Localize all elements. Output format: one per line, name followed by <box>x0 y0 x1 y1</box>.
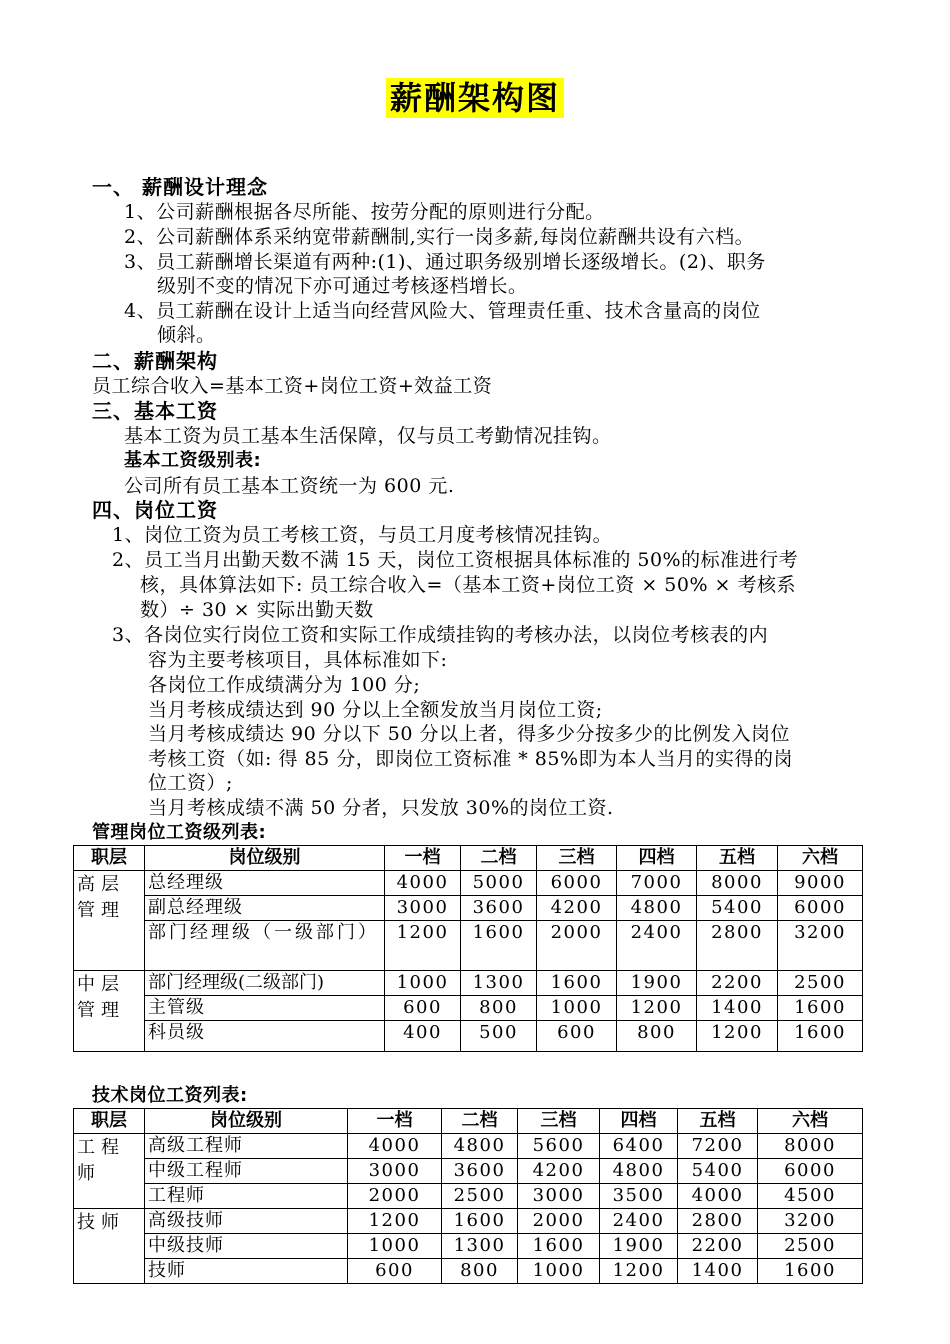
table-row <box>74 1184 863 1209</box>
section-3-text: 基本工资为员工基本生活保障，仅与员工考勤情况挂钩。 <box>124 425 612 447</box>
value-cell: 1400 <box>697 996 778 1021</box>
column-header: 一档 <box>385 846 461 871</box>
page-title: 薪酬架构图 <box>386 78 564 118</box>
value-cell: 600 <box>537 1021 617 1052</box>
section-1-item-continued: 倾斜。 <box>157 324 216 346</box>
value-cell: 1600 <box>778 996 863 1021</box>
value-cell: 2500 <box>442 1184 518 1209</box>
column-header: 四档 <box>600 1109 678 1134</box>
table-row <box>74 896 863 921</box>
value-cell: 800 <box>617 1021 697 1052</box>
value-cell: 1000 <box>385 971 461 996</box>
value-cell: 2500 <box>758 1234 863 1259</box>
rank-cell: 工程师 <box>145 1184 348 1209</box>
value-cell: 1600 <box>442 1209 518 1234</box>
value-cell: 3500 <box>600 1184 678 1209</box>
value-cell: 3200 <box>758 1209 863 1234</box>
column-header: 五档 <box>678 1109 758 1134</box>
column-header: 岗位级别 <box>145 1109 348 1134</box>
value-cell: 2800 <box>697 921 778 971</box>
column-header: 二档 <box>442 1109 518 1134</box>
value-cell: 4800 <box>600 1159 678 1184</box>
value-cell: 1200 <box>617 996 697 1021</box>
value-cell: 2800 <box>678 1209 758 1234</box>
section-4-item: 1、岗位工资为员工考核工资，与员工月度考核情况挂钩。 <box>112 524 613 546</box>
section-4-item-continued: 位工资）; <box>148 772 233 794</box>
section-1-item: 4、员工薪酬在设计上适当向经营风险大、管理责任重、技术含量高的岗位 <box>124 300 761 322</box>
group-cell: 高层管理 <box>74 871 145 971</box>
section-2-formula: 员工综合收入=基本工资+岗位工资+效益工资 <box>92 375 493 397</box>
value-cell: 1600 <box>758 1259 863 1284</box>
tech-salary-table <box>73 1108 863 1284</box>
value-cell: 2400 <box>617 921 697 971</box>
value-cell: 1600 <box>461 921 537 971</box>
value-cell: 7000 <box>617 871 697 896</box>
section-1-heading: 一、 薪酬设计理念 <box>92 175 268 199</box>
section-4-item-continued: 考核工资（如: 得 85 分，即岗位工资标准 * 85%即为本人当月的实得的岗 <box>148 748 794 770</box>
table-row <box>74 871 863 896</box>
value-cell: 6000 <box>778 896 863 921</box>
group-cell: 工程师 <box>74 1134 145 1209</box>
rank-cell: 中级技师 <box>145 1234 348 1259</box>
section-4-item: 3、各岗位实行岗位工资和实际工作成绩挂钩的考核办法，以岗位考核表的内 <box>112 624 769 646</box>
value-cell: 800 <box>442 1259 518 1284</box>
section-4-item: 2、员工当月出勤天数不满 15 天，岗位工资根据具体标准的 50%的标准进行考 <box>112 549 799 571</box>
value-cell: 3000 <box>518 1184 600 1209</box>
value-cell: 8000 <box>758 1134 863 1159</box>
value-cell: 4200 <box>518 1159 600 1184</box>
column-header: 三档 <box>537 846 617 871</box>
section-4-item-continued: 当月考核成绩达 90 分以下 50 分以上者，得多少分按多少的比例发入岗位 <box>148 723 791 745</box>
value-cell: 1600 <box>537 971 617 996</box>
section-4-item-continued: 当月考核成绩不满 50 分者，只发放 30%的岗位工资. <box>148 797 614 819</box>
value-cell: 1300 <box>461 971 537 996</box>
table-header-row <box>74 1109 863 1134</box>
value-cell: 4000 <box>678 1184 758 1209</box>
table-row <box>74 1021 863 1052</box>
column-header: 岗位级别 <box>145 846 385 871</box>
value-cell: 2000 <box>518 1209 600 1234</box>
rank-cell: 科员级 <box>145 1021 385 1052</box>
section-4-item-continued: 当月考核成绩达到 90 分以上全额发放当月岗位工资; <box>148 699 603 721</box>
column-header: 一档 <box>348 1109 442 1134</box>
section-3-subheading: 基本工资级别表: <box>124 450 262 471</box>
section-4-item-continued: 各岗位工作成绩满分为 100 分; <box>148 674 421 696</box>
value-cell: 4000 <box>385 871 461 896</box>
value-cell: 1000 <box>518 1259 600 1284</box>
value-cell: 3600 <box>461 896 537 921</box>
value-cell: 1600 <box>518 1234 600 1259</box>
mgmt-salary-table <box>73 845 863 1052</box>
rank-cell: 高级技师 <box>145 1209 348 1234</box>
section-2-heading: 二、薪酬架构 <box>92 349 218 373</box>
value-cell: 8000 <box>697 871 778 896</box>
section-4-heading: 四、岗位工资 <box>92 498 218 522</box>
value-cell: 2400 <box>600 1209 678 1234</box>
section-4-item-continued: 核，具体算法如下: 员工综合收入=（基本工资+岗位工资 × 50% × 考核系 <box>140 574 797 596</box>
section-1-item-continued: 级别不变的情况下亦可通过考核逐档增长。 <box>157 275 528 297</box>
value-cell: 5600 <box>518 1134 600 1159</box>
section-3-text-2: 公司所有员工基本工资统一为 600 元. <box>124 475 455 497</box>
value-cell: 5400 <box>697 896 778 921</box>
value-cell: 3000 <box>385 896 461 921</box>
rank-cell: 部门经理级(二级部门) <box>145 971 385 996</box>
value-cell: 9000 <box>778 871 863 896</box>
group-cell: 技师 <box>74 1209 145 1284</box>
tech-table-caption: 技术岗位工资列表: <box>92 1085 248 1106</box>
value-cell: 3200 <box>778 921 863 971</box>
value-cell: 3000 <box>348 1159 442 1184</box>
value-cell: 5000 <box>461 871 537 896</box>
value-cell: 600 <box>385 996 461 1021</box>
value-cell: 500 <box>461 1021 537 1052</box>
rank-cell: 中级工程师 <box>145 1159 348 1184</box>
value-cell: 1900 <box>617 971 697 996</box>
value-cell: 2200 <box>697 971 778 996</box>
value-cell: 2200 <box>678 1234 758 1259</box>
column-header: 六档 <box>778 846 863 871</box>
column-header: 职层 <box>74 846 145 871</box>
section-4-item-continued: 容为主要考核项目，具体标准如下: <box>148 649 448 671</box>
value-cell: 1600 <box>778 1021 863 1052</box>
value-cell: 2500 <box>778 971 863 996</box>
rank-cell: 技师 <box>145 1259 348 1284</box>
value-cell: 1200 <box>697 1021 778 1052</box>
rank-cell: 部门经理级（一级部门） <box>145 921 385 971</box>
value-cell: 2000 <box>537 921 617 971</box>
section-1-item: 1、公司薪酬根据各尽所能、按劳分配的原则进行分配。 <box>124 201 605 223</box>
rank-cell: 总经理级 <box>145 871 385 896</box>
column-header: 五档 <box>697 846 778 871</box>
mgmt-table-caption: 管理岗位工资级列表: <box>92 822 267 843</box>
value-cell: 6400 <box>600 1134 678 1159</box>
value-cell: 7200 <box>678 1134 758 1159</box>
title-container <box>0 78 950 118</box>
rank-cell: 副总经理级 <box>145 896 385 921</box>
value-cell: 1900 <box>600 1234 678 1259</box>
table-row <box>74 1234 863 1259</box>
table-header-row <box>74 846 863 871</box>
value-cell: 5400 <box>678 1159 758 1184</box>
value-cell: 4200 <box>537 896 617 921</box>
column-header: 四档 <box>617 846 697 871</box>
value-cell: 4500 <box>758 1184 863 1209</box>
section-3-heading: 三、基本工资 <box>92 399 218 423</box>
rank-cell: 高级工程师 <box>145 1134 348 1159</box>
value-cell: 4000 <box>348 1134 442 1159</box>
value-cell: 3600 <box>442 1159 518 1184</box>
column-header: 三档 <box>518 1109 600 1134</box>
column-header: 职层 <box>74 1109 145 1134</box>
section-4-item-continued: 数）÷ 30 × 实际出勤天数 <box>140 599 374 621</box>
section-1-item: 2、公司薪酬体系采纳宽带薪酬制,实行一岗多薪,每岗位薪酬共设有六档。 <box>124 226 755 248</box>
group-cell: 中层管理 <box>74 971 145 1052</box>
table-row <box>74 1134 863 1159</box>
value-cell: 1200 <box>600 1259 678 1284</box>
value-cell: 6000 <box>537 871 617 896</box>
value-cell: 6000 <box>758 1159 863 1184</box>
value-cell: 1200 <box>348 1209 442 1234</box>
rank-cell: 主管级 <box>145 996 385 1021</box>
value-cell: 1300 <box>442 1234 518 1259</box>
column-header: 二档 <box>461 846 537 871</box>
table-row <box>74 1259 863 1284</box>
section-1-item: 3、员工薪酬增长渠道有两种:(1)、通过职务级别增长逐级增长。(2)、职务 <box>124 251 766 273</box>
value-cell: 1000 <box>348 1234 442 1259</box>
value-cell: 800 <box>461 996 537 1021</box>
value-cell: 2000 <box>348 1184 442 1209</box>
value-cell: 400 <box>385 1021 461 1052</box>
value-cell: 4800 <box>617 896 697 921</box>
value-cell: 4800 <box>442 1134 518 1159</box>
column-header: 六档 <box>758 1109 863 1134</box>
table-row <box>74 996 863 1021</box>
table-row <box>74 1209 863 1234</box>
table-row <box>74 921 863 971</box>
table-row <box>74 971 863 996</box>
value-cell: 1000 <box>537 996 617 1021</box>
table-row <box>74 1159 863 1184</box>
value-cell: 1200 <box>385 921 461 971</box>
value-cell: 600 <box>348 1259 442 1284</box>
value-cell: 1400 <box>678 1259 758 1284</box>
